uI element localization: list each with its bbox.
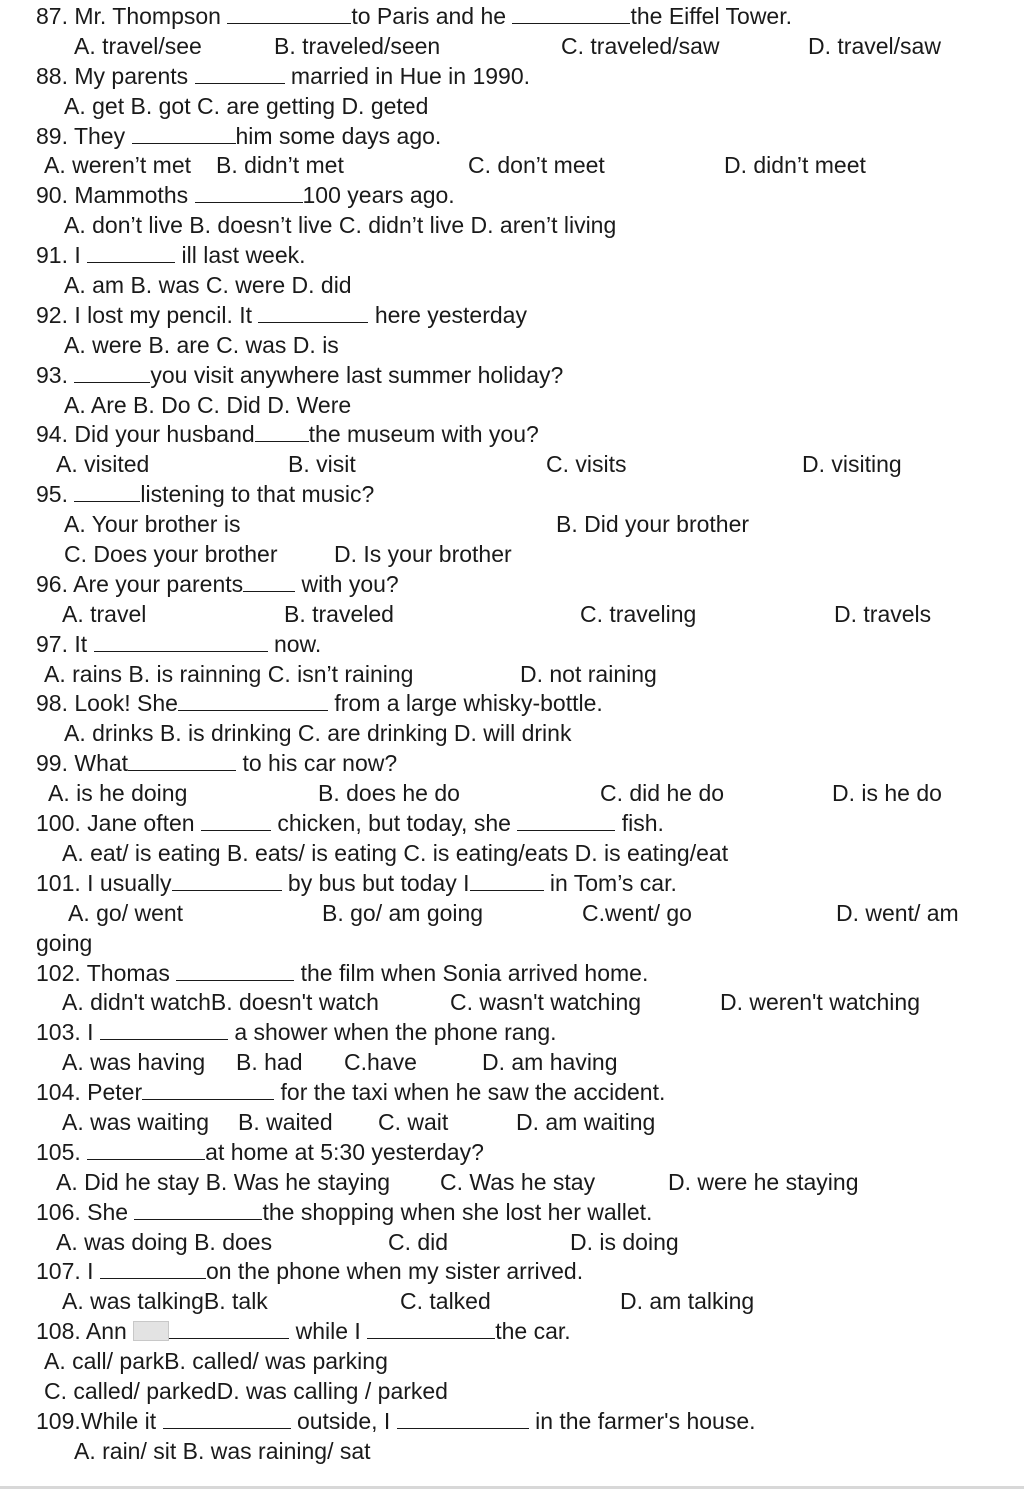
answer-blank[interactable] bbox=[243, 571, 295, 592]
options-text[interactable]: A. don’t live B. doesn’t live C. didn’t live D. aren’t living bbox=[64, 212, 617, 239]
question-101: 101. I usually by bus but today I in Tom’s car. bbox=[36, 869, 677, 896]
answer-blank[interactable] bbox=[227, 3, 351, 24]
options-87 bbox=[0, 32, 1024, 62]
option-a[interactable]: A. weren’t met bbox=[44, 152, 191, 179]
options-106 bbox=[0, 1228, 1024, 1258]
option-d[interactable]: D. not raining bbox=[520, 660, 657, 687]
options-103 bbox=[0, 1048, 1024, 1078]
answer-blank[interactable] bbox=[74, 481, 140, 502]
answer-blank[interactable] bbox=[195, 182, 303, 203]
answer-blank[interactable] bbox=[74, 362, 150, 383]
option-d[interactable]: D. is doing bbox=[570, 1228, 679, 1255]
option-a[interactable]: A. is he doing bbox=[48, 780, 188, 807]
option-d[interactable]: D. were he staying bbox=[668, 1168, 859, 1195]
options-100 bbox=[0, 839, 1024, 869]
answer-blank[interactable] bbox=[128, 750, 236, 771]
option-c[interactable]: C. Does your brother bbox=[64, 541, 278, 568]
option-d[interactable]: D. visiting bbox=[802, 451, 902, 478]
options-105 bbox=[0, 1168, 1024, 1198]
options-abc[interactable]: A. rains B. is rainning C. isn’t raining bbox=[44, 660, 414, 687]
options-90 bbox=[0, 211, 1024, 241]
question-107: 107. I on the phone when my sister arrived. bbox=[36, 1258, 584, 1285]
question-87: 87. Mr. Thompson to Paris and he the Eiffel Tower. bbox=[36, 3, 792, 29]
option-b[interactable]: B. traveled/seen bbox=[274, 32, 441, 59]
options-97 bbox=[0, 660, 1024, 690]
question-94: 94. Did your husband the museum with you? bbox=[36, 421, 539, 448]
option-c[interactable]: C. traveled/saw bbox=[561, 32, 720, 59]
option-c[interactable]: C. did he do bbox=[600, 780, 725, 807]
option-a[interactable]: A. Your brother is bbox=[64, 511, 241, 538]
options-text[interactable]: A. eat/ is eating B. eats/ is eating C. is eating/eats D. is eating/eat bbox=[62, 839, 729, 866]
options-text[interactable]: A. am B. was C. were D. did bbox=[64, 272, 352, 299]
options-93 bbox=[0, 391, 1024, 421]
question-90: 90. Mammoths 100 years ago. bbox=[36, 182, 455, 209]
options-text[interactable]: A. drinks B. is drinking C. are drinking D. will drink bbox=[64, 720, 572, 747]
answer-blank[interactable] bbox=[178, 690, 328, 711]
option-d[interactable]: D. went/ am bbox=[836, 899, 959, 926]
answer-blank[interactable] bbox=[169, 1318, 289, 1339]
option-b[interactable]: B. visit bbox=[288, 451, 356, 478]
question-104: 104. Peter for the taxi when he saw the accident. bbox=[36, 1079, 666, 1106]
option-c[interactable]: C. Was he stay bbox=[440, 1168, 596, 1195]
question-99: 99. What to his car now? bbox=[36, 750, 398, 777]
options-text[interactable]: A. get B. got C. are getting D. geted bbox=[64, 92, 429, 119]
answer-blank[interactable] bbox=[100, 1019, 228, 1040]
option-c[interactable]: C. don’t meet bbox=[468, 152, 605, 179]
options-ab[interactable]: A. was doing B. does bbox=[56, 1228, 273, 1255]
question-100: 100. Jane often chicken, but today, she fish. bbox=[36, 810, 664, 837]
option-a[interactable]: A. travel/see bbox=[74, 32, 202, 59]
answer-blank[interactable] bbox=[87, 242, 175, 263]
option-c[interactable]: C.went/ go bbox=[582, 899, 692, 926]
options-89 bbox=[0, 151, 1024, 181]
worksheet bbox=[0, 2, 1024, 1467]
question-97: 97. It now. bbox=[36, 630, 322, 657]
question-88: 88. My parents married in Hue in 1990. bbox=[36, 62, 530, 89]
option-a[interactable]: A. was having bbox=[62, 1049, 206, 1076]
options-102 bbox=[0, 988, 1024, 1018]
options-109 bbox=[0, 1437, 1024, 1467]
answer-blank[interactable] bbox=[201, 810, 271, 831]
answer-blank[interactable] bbox=[517, 810, 615, 831]
question-96: 96. Are your parents with you? bbox=[36, 570, 399, 597]
question-102: 102. Thomas the film when Sonia arrived home. bbox=[36, 959, 649, 986]
options-text[interactable]: A. rain/ sit B. was raining/ sat bbox=[74, 1437, 371, 1464]
options-98 bbox=[0, 719, 1024, 749]
options-101-wrap bbox=[0, 929, 1024, 959]
option-a[interactable]: A. go/ went bbox=[68, 899, 184, 926]
option-d[interactable]: D. weren't watching bbox=[720, 989, 920, 1016]
options-95a bbox=[0, 510, 1024, 540]
question-91: 91. I ill last week. bbox=[36, 242, 306, 269]
question-92: 92. I lost my pencil. It here yesterday bbox=[36, 301, 527, 328]
option-d[interactable]: D. didn’t meet bbox=[724, 152, 866, 179]
question-105: 105. at home at 5:30 yesterday? bbox=[36, 1138, 484, 1165]
answer-blank[interactable] bbox=[163, 1408, 291, 1429]
options-91 bbox=[0, 271, 1024, 301]
options-95b bbox=[0, 540, 1024, 570]
question-106: 106. She the shopping when she lost her wallet. bbox=[36, 1198, 653, 1225]
question-95: 95. listening to that music? bbox=[36, 481, 375, 508]
answer-blank[interactable] bbox=[470, 870, 544, 891]
option-a[interactable]: A. was waiting bbox=[62, 1108, 210, 1135]
option-c[interactable]: C. wasn't watching bbox=[450, 989, 642, 1016]
option-b[interactable]: B. had bbox=[236, 1049, 303, 1076]
option-c[interactable]: C. traveling bbox=[580, 600, 697, 627]
options-107 bbox=[0, 1287, 1024, 1317]
option-b[interactable]: B. didn’t met bbox=[216, 152, 344, 179]
option-d[interactable]: D. am having bbox=[482, 1049, 618, 1076]
answer-blank[interactable] bbox=[134, 1199, 262, 1220]
options-ab[interactable]: A. call/ parkB. called/ was parking bbox=[44, 1348, 388, 1375]
options-ab[interactable]: A. was talkingB. talk bbox=[62, 1288, 268, 1315]
question-89: 89. They him some days ago. bbox=[36, 122, 442, 149]
option-b[interactable]: B. traveled bbox=[284, 600, 394, 627]
question-103: 103. I a shower when the phone rang. bbox=[36, 1019, 557, 1046]
answer-blank[interactable] bbox=[397, 1408, 529, 1429]
option-c[interactable]: C. talked bbox=[400, 1288, 491, 1315]
answer-blank[interactable] bbox=[94, 631, 268, 652]
option-d[interactable]: D. am waiting bbox=[516, 1108, 656, 1135]
option-b[interactable]: B. go/ am going bbox=[322, 899, 484, 926]
garbled-glyph-icon bbox=[133, 1321, 169, 1341]
option-d[interactable]: D. Is your brother bbox=[334, 541, 512, 568]
question-93: 93. you visit anywhere last summer holiday? bbox=[36, 361, 564, 388]
options-88 bbox=[0, 92, 1024, 122]
options-108b bbox=[0, 1377, 1024, 1407]
option-c[interactable]: C. visits bbox=[546, 451, 627, 478]
answer-blank[interactable] bbox=[172, 870, 282, 891]
options-text[interactable]: A. were B. are C. was D. is bbox=[64, 331, 339, 358]
answer-blank[interactable] bbox=[87, 1139, 205, 1160]
options-ab[interactable]: A. didn't watchB. doesn't watch bbox=[62, 989, 379, 1016]
answer-blank[interactable] bbox=[255, 421, 309, 442]
options-cd[interactable]: C. called/ parkedD. was calling / parked bbox=[44, 1377, 448, 1404]
options-text[interactable]: A. Are B. Do C. Did D. Were bbox=[64, 391, 352, 418]
option-b[interactable]: B. does he do bbox=[318, 780, 460, 807]
options-96 bbox=[0, 600, 1024, 630]
option-d[interactable]: D. is he do bbox=[832, 780, 942, 807]
option-c[interactable]: C. did bbox=[388, 1228, 449, 1255]
option-d-continued: going bbox=[36, 929, 93, 956]
options-108a bbox=[0, 1347, 1024, 1377]
options-ab[interactable]: A. Did he stay B. Was he staying bbox=[56, 1168, 391, 1195]
option-d[interactable]: D. am talking bbox=[620, 1288, 755, 1315]
option-d[interactable]: D. travels bbox=[834, 600, 932, 627]
answer-blank[interactable] bbox=[176, 960, 294, 981]
question-109: 109.While it outside, I in the farmer's house. bbox=[36, 1407, 756, 1434]
option-c[interactable]: C. wait bbox=[378, 1108, 449, 1135]
option-a[interactable]: A. travel bbox=[62, 600, 147, 627]
answer-blank[interactable] bbox=[258, 302, 368, 323]
option-b[interactable]: B. waited bbox=[238, 1108, 333, 1135]
options-101 bbox=[0, 899, 1024, 929]
answer-blank[interactable] bbox=[132, 123, 236, 144]
options-99 bbox=[0, 779, 1024, 809]
answer-blank[interactable] bbox=[367, 1318, 495, 1339]
options-94 bbox=[0, 450, 1024, 480]
answer-blank[interactable] bbox=[100, 1258, 206, 1279]
question-108: 108. Ann while I the car. bbox=[36, 1318, 571, 1345]
answer-blank[interactable] bbox=[195, 63, 285, 84]
option-a[interactable]: A. visited bbox=[56, 451, 150, 478]
options-92 bbox=[0, 331, 1024, 361]
question-98: 98. Look! She from a large whisky-bottle. bbox=[36, 690, 603, 717]
option-b[interactable]: B. Did your brother bbox=[556, 511, 750, 538]
answer-blank[interactable] bbox=[142, 1079, 274, 1100]
option-d[interactable]: D. travel/saw bbox=[808, 32, 941, 59]
answer-blank[interactable] bbox=[512, 3, 630, 24]
options-104 bbox=[0, 1108, 1024, 1138]
option-c[interactable]: C.have bbox=[344, 1049, 417, 1076]
